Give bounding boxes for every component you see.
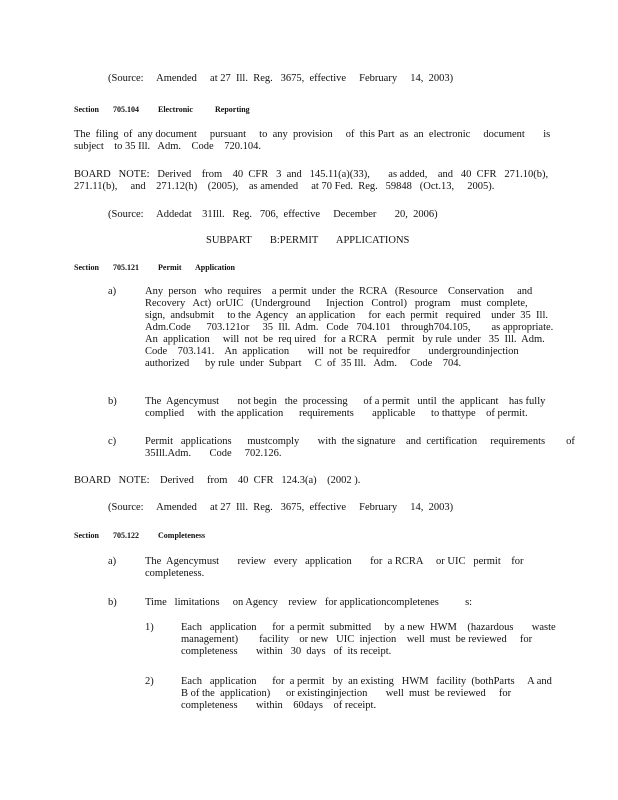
source-note-2003: (Source: Amended at 27 Ill. Reg. 3675, effective February 14, 2003) — [108, 73, 454, 84]
section-title-705-104-a: Electronic — [158, 105, 193, 114]
source-note-705-121: (Source: Amended at 27 Ill. Reg. 3675, effective February 14, 2003) — [108, 502, 454, 513]
section-705-121-item-c — [145, 436, 575, 460]
item-line: Each application for a permit submitted by a new HWM (hazardous waste — [181, 622, 556, 633]
item-line: complied with the application requirements applicable to thattype of permit. — [145, 408, 528, 419]
section-705-122-subitem-2 — [181, 676, 552, 712]
note-line: 271.11(b), and 271.12(h) (2005), as amended at 70 Fed. Reg. 59848 (Oct.13, 2005). — [74, 181, 495, 192]
subitem-label-1: 1) — [145, 622, 154, 633]
section-705-121-item-a — [145, 286, 553, 370]
item-line: 35Ill.Adm. Code 702.126. — [145, 448, 282, 459]
section-title-705-122: Completeness — [158, 531, 206, 540]
item-label-b: b) — [108, 396, 117, 407]
item-label-a: a) — [108, 286, 117, 297]
item-line: Each application for a permit by an existing HWM facility (bothParts A and — [181, 676, 552, 687]
item-line: authorized by rule under Subpart C of 35 Ill. Adm. Code 704. — [145, 358, 462, 369]
section-705-121-item-b — [145, 396, 545, 420]
section-705-122-item-b: Time limitations on Agency review for applicationcompletenes s: — [145, 597, 473, 608]
item-line: completeness within 60days of receipt. — [181, 700, 377, 711]
board-note-705-104 — [74, 169, 548, 193]
item-line: sign, andsubmit to the Agency an application for each permit required under 35 Ill. — [145, 310, 548, 321]
item-label-c: c) — [108, 436, 117, 447]
item-label-a: a) — [108, 556, 117, 567]
section-label: Section — [74, 263, 99, 272]
body-line: The filing of any document pursuant to any provision of this Part as an electronic document is — [74, 129, 551, 140]
item-line: The Agencymust not begin the processing of a permit until the applicant has fully — [145, 396, 546, 407]
section-number-705-122: 705.122 — [113, 531, 139, 540]
section-number-705-104: 705.104 — [113, 105, 139, 114]
section-title-705-104-b: Reporting — [215, 105, 250, 114]
item-line: management) facility or new UIC injection well must be reviewed for — [181, 634, 533, 645]
note-line: BOARD NOTE: Derived from 40 CFR 3 and 145.11(a)(33), as added, and 40 CFR 271.10(b), — [74, 169, 549, 180]
item-line: completeness within 30 days of its receipt. — [181, 646, 392, 657]
source-note-2006: (Source: Addedat 31Ill. Reg. 706, effective December 20, 2006) — [108, 209, 438, 220]
item-line: Code 703.141. An application will not be requiredfor undergroundinjection — [145, 346, 519, 357]
item-line: Any person who requires a permit under the RCRA (Resource Conservation and — [145, 286, 533, 297]
section-title-705-121-b: Application — [195, 263, 236, 272]
item-line: Permit applications mustcomply with the signature and certification requirements of — [145, 436, 575, 447]
section-705-122-item-a — [145, 556, 524, 580]
section-705-104-body — [74, 129, 550, 153]
item-line: Adm.Code 703.121or 35 Ill. Adm. Code 704.101 through704.105, as appropriate. — [145, 322, 554, 333]
item-line: Recovery Act) orUIC (Underground Injection Control) program must complete, — [145, 298, 528, 309]
section-label: Section — [74, 531, 99, 540]
section-label: Section — [74, 105, 99, 114]
body-line: subject to 35 Ill. Adm. Code 720.104. — [74, 141, 261, 152]
item-line: The Agencymust review every application for a RCRA or UIC permit for — [145, 556, 524, 567]
subpart-heading: SUBPART B:PERMIT APPLICATIONS — [206, 235, 410, 246]
subitem-label-2: 2) — [145, 676, 154, 687]
section-705-122-subitem-1 — [181, 622, 556, 658]
item-label-b: b) — [108, 597, 117, 608]
item-line: B of the application) or existinginjection well must be reviewed for — [181, 688, 512, 699]
item-line: An application will not be req uired for a RCRA permit by rule under 35 Ill. Adm. — [145, 334, 545, 345]
section-title-705-121-a: Permit — [158, 263, 182, 272]
item-line: completeness. — [145, 568, 205, 579]
board-note-705-121: BOARD NOTE: Derived from 40 CFR 124.3(a) (2002 ). — [74, 475, 361, 486]
section-number-705-121: 705.121 — [113, 263, 139, 272]
